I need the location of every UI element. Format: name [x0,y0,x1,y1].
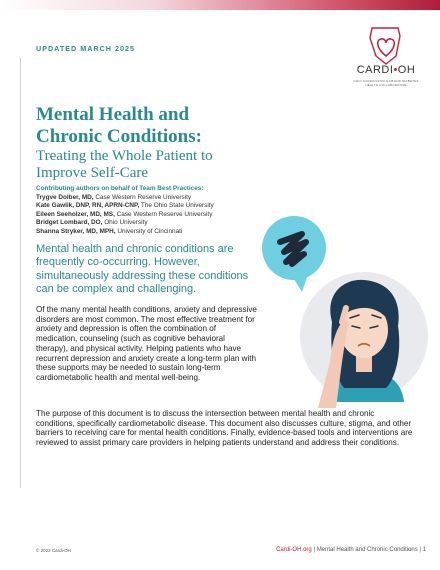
page-title: Mental Health and Chronic Conditions: [36,104,202,147]
author-line: Bridget Lombard, DO, Ohio University [36,219,148,227]
worried-woman-illustration [252,212,432,412]
footer-running-title: Cardi-OH.org | Mental Health and Chronic Conditions | 1 [276,547,426,553]
ohio-heart-icon [346,26,426,66]
copyright: © 2022 Cardi-OH [36,548,71,553]
page-subtitle: Treating the Whole Patient to Improve Self-Care [36,148,213,181]
author-line: Trygve Dolber, MD, Case Western Reserve University [36,193,192,201]
top-accent-bar [0,0,440,10]
author-line: Shanna Stryker, MD, MPH, University of Cincinnati [36,227,183,235]
body-paragraph-1: Of the many mental health conditions, anxiety and depressive disorders are most common. The most effective treatment for anxiety and depression is often the combination of medication, counseling (such as cognitive behavioral therapy), and physical activity. Helping patients who have recurrent depression and anxiety create a long-term plan with these supports may be needed to sustain long-term cardiometabolic health and mental well-being. [36,305,257,382]
authors-block [36,185,214,237]
logo-subtitle: OHIO CARDIOVASCULAR AND DIABETES HEALTH COLLABORATIVE [353,79,419,87]
author-line: Eileen Seeholzer, MD, MS, Case Western Reserve University [36,210,213,218]
logo-wordmark: CARDI•OH [356,64,416,76]
site-link[interactable]: Cardi-OH.org [276,547,312,553]
cardi-oh-logo[interactable] [346,26,426,88]
page-number: 1 [422,547,426,553]
lead-paragraph: Mental health and chronic conditions are frequently co-occurring. However, simultaneously addressing these conditions can be complex and challenging. [36,243,249,296]
authors-heading: Contributing authors on behalf of Team Best Practices: [36,185,204,192]
body-paragraph-2: The purpose of this document is to discuss the intersection between mental health and chronic conditions, specifically cardiometabolic disease. This document also discusses culture, stigma, and other barriers to receiving care for mental health conditions. Finally, evidence-based tools and interventions are reviewed to assist primary care providers in helping patients understand and address their conditions. [36,409,413,448]
left-rule [20,58,21,488]
author-line: Kate Gawlik, DNP, RN, APRN-CNP, The Ohio State University [36,202,214,210]
updated-date: UPDATED MARCH 2025 [36,44,135,53]
